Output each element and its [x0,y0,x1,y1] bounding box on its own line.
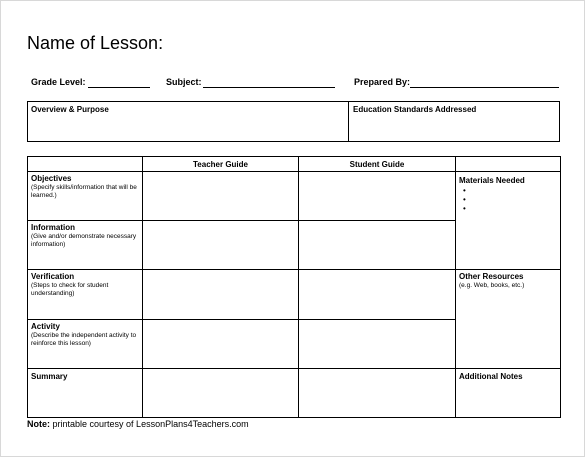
verification-student-cell[interactable] [299,270,456,320]
subject-line[interactable] [203,87,335,88]
subject-label: Subject: [166,77,202,87]
activity-desc: (Describe the independent activity to reinforce this lesson) [31,332,137,347]
activity-student-cell[interactable] [299,320,456,369]
prepared-by-line[interactable] [410,87,559,88]
information-label: Information [31,223,75,232]
prepared-by-label: Prepared By: [354,77,411,87]
overview-box[interactable] [27,101,349,142]
materials-bullet: • [463,186,466,195]
materials-bullet: • [463,204,466,213]
grade-level-label: Grade Level: [31,77,86,87]
verification-desc: (Steps to check for student understanding) [31,282,109,297]
row-activity-label-cell [28,320,143,369]
row-summary-label-cell [28,369,143,418]
verification-teacher-cell[interactable] [143,270,299,320]
lesson-grid [27,156,561,418]
objectives-student-cell[interactable] [299,172,456,221]
row-objectives-label-cell [28,172,143,221]
row-verification-label-cell [28,270,143,320]
side-header-cell [456,157,561,172]
teacher-guide-header: Teacher Guide [143,157,299,172]
standards-label: Education Standards Addressed [353,105,477,114]
grade-level-line[interactable] [88,87,150,88]
student-guide-header: Student Guide [299,157,456,172]
resources-label: Other Resources [459,272,524,281]
materials-list [459,186,560,213]
summary-student-cell[interactable] [299,369,456,418]
resources-desc: (e.g. Web, books, etc.) [459,282,525,289]
materials-cell[interactable] [456,172,561,270]
activity-label: Activity [31,322,60,331]
summary-label: Summary [31,372,68,381]
standards-box[interactable] [348,101,560,142]
notes-cell[interactable] [456,369,561,418]
resources-cell[interactable] [456,270,561,369]
summary-teacher-cell[interactable] [143,369,299,418]
footer-note [27,419,249,430]
note-text[interactable]: printable courtesy of LessonPlans4Teachers.com [52,419,249,429]
objectives-label: Objectives [31,174,72,183]
overview-label: Overview & Purpose [31,105,109,114]
information-desc: (Give and/or demonstrate necessary information) [31,233,137,248]
grid-corner-cell [28,157,143,172]
note-label: Note: [27,419,50,429]
notes-label: Additional Notes [459,372,523,381]
lesson-title: Name of Lesson: [27,33,164,53]
activity-teacher-cell[interactable] [143,320,299,369]
materials-bullet: • [463,195,466,204]
materials-label: Materials Needed [459,176,525,185]
verification-label: Verification [31,272,75,281]
objectives-teacher-cell[interactable] [143,172,299,221]
objectives-desc: (Specify skills/information that will be learned.) [31,184,137,199]
information-teacher-cell[interactable] [143,221,299,270]
row-information-label-cell [28,221,143,270]
information-student-cell[interactable] [299,221,456,270]
